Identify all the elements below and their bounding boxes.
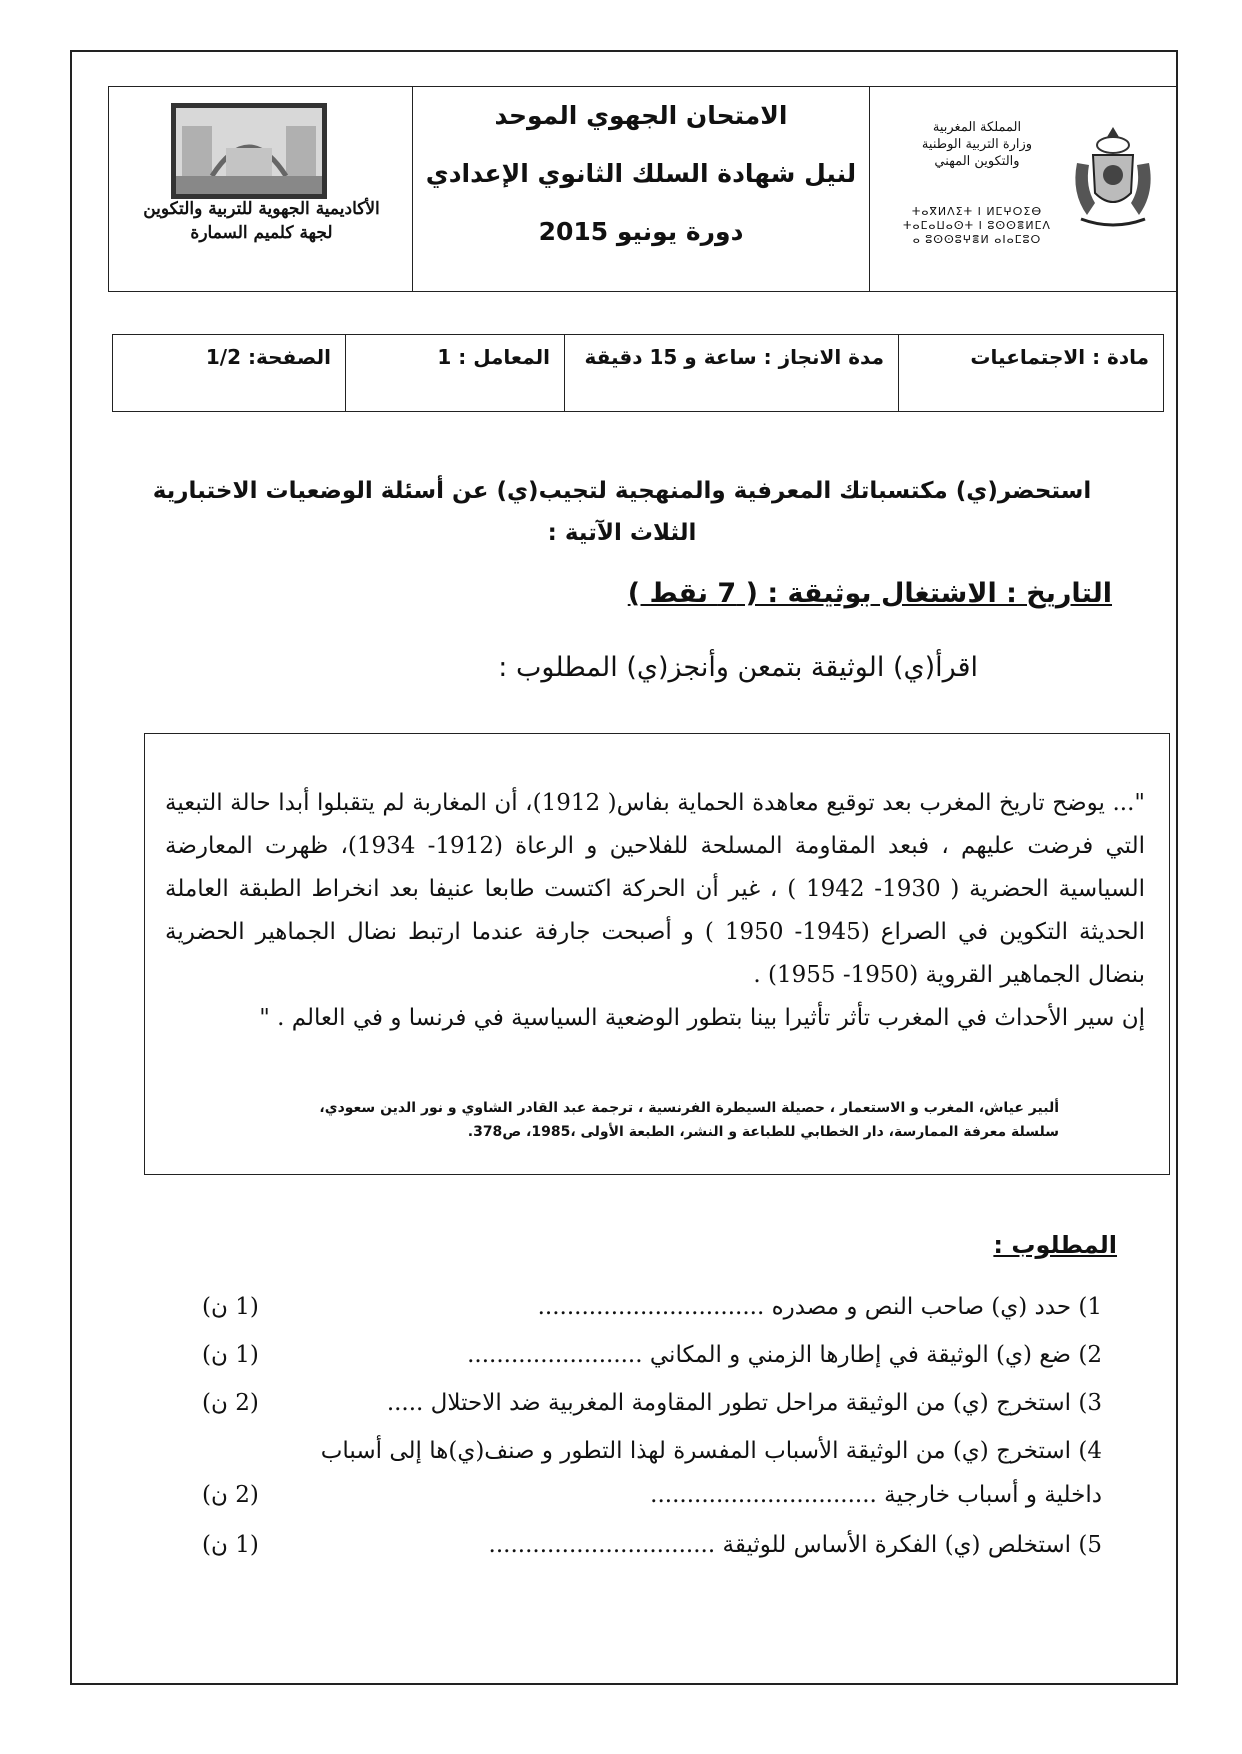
document-source xyxy=(159,1096,1059,1144)
ministry-line: والتكوين المهني xyxy=(934,154,1020,169)
exam-subtitle: لنيل شهادة السلك الثانوي الإعدادي xyxy=(425,159,857,188)
question-item xyxy=(202,1530,1102,1560)
academy-line: لجهة كلميم السمارة xyxy=(190,223,333,243)
intro-text: استحضر(ي) مكتسباتك المعرفية والمنهجية لتجيب(ي) عن أسئلة الوضعيات الاختبارية الثلاث الآتية : xyxy=(152,478,1092,546)
question-item xyxy=(202,1480,1102,1510)
section-title: التاريخ : الاشتغال بوثيقة : ( 7 نقط ) xyxy=(627,578,1112,609)
source-line: سلسلة معرفة الممارسة، دار الخطابي للطباعة و النشر، الطبعة الأولى ،1985، ص378. xyxy=(467,1124,1059,1140)
ministry-line: وزارة التربية الوطنية xyxy=(921,137,1033,152)
tifinagh-line: ⵜⴰⵎⴰⵡⴰⵙⵜ ⵏ ⵓⵙⵙⴻⵍⵎⴷ xyxy=(903,219,1051,232)
question-points: (1 ن) xyxy=(202,1342,259,1368)
document-quote xyxy=(165,782,1145,1040)
coefficient: المعامل : 1 xyxy=(345,335,564,411)
document-box xyxy=(144,733,1170,1175)
duration: مدة الانجاز : ساعة و 15 دقيقة xyxy=(564,335,899,411)
academy-name xyxy=(109,197,414,245)
quote-end: إن سير الأحداث في المغرب تأثر تأثيرا بينا بتطور الوضعية السياسية في فرنسا و في العالم . " xyxy=(259,1005,1145,1031)
subject: مادة : الاجتماعيات xyxy=(970,345,1149,369)
question-item xyxy=(202,1340,1102,1370)
ministry-tifinagh xyxy=(902,205,1052,247)
exam-session: دورة يونيو 2015 xyxy=(538,217,744,246)
exam-title-block xyxy=(412,87,870,291)
tifinagh-line: ⵜⴰⴳⵍⴷⵉⵜ ⵏ ⵍⵎⵖⵔⵉⴱ xyxy=(911,205,1043,218)
academy-block xyxy=(109,87,414,291)
academy-line: الأكاديمية الجهوية للتربية والتكوين xyxy=(143,199,380,219)
question-text: 5) استخلص (ي) الفكرة الأساس للوثيقة ............................... xyxy=(488,1532,1102,1558)
source-line: ألبير عياش، المغرب و الاستعمار ، حصيلة السيطرة الفرنسية ، ترجمة عبد القادر الشاوي و نور الدين سعودي، xyxy=(319,1100,1059,1116)
exam-info-row xyxy=(112,334,1164,412)
question-points: (2 ن) xyxy=(202,1390,259,1416)
quote-body: "... يوضح تاريخ المغرب بعد توقيع معاهدة الحماية بفاس( 1912)، أن المغاربة لم يتقبلوا أبدا حالة التبعية التي فرضت عليهم ، فبعد المقاومة المسلحة للفلاحين و الرعاة (1912- 1934)، ظهرت المعارضة السياسية الحضرية ( 1930- 1942 ) ، غير أن الحركة اكتست طابعا عنيفا بعد انخراط الطبقة العاملة الحديثة التكوين في الصراع (1945- 1950 ) و أصبحت جارفة عندما ارتبط نضال الجماهير الحضرية بنضال الجماهير القروية (1950- 1955) . xyxy=(165,790,1145,988)
page-number: الصفحة: 1/2 xyxy=(205,345,331,369)
question-text: 4) استخرج (ي) من الوثيقة الأسباب المفسرة لهذا التطور و صنف(ي)ها إلى أسباب xyxy=(320,1438,1102,1464)
tifinagh-line: ⴰ ⵓⵙⵙⵓⵖⴻⵍ ⴰⵏⴰⵎⵓⵔ xyxy=(912,233,1042,246)
questions-title: المطلوب : xyxy=(993,1231,1117,1259)
coat-of-arms-icon xyxy=(1067,123,1159,231)
question-text: 3) استخرج (ي) من الوثيقة مراحل تطور المقاومة المغربية ضد الاحتلال ..... xyxy=(386,1390,1102,1416)
question-text: 1) حدد (ي) صاحب النص و مصدره ............................... xyxy=(537,1294,1102,1320)
ministry-block xyxy=(870,87,1177,291)
question-item xyxy=(202,1292,1102,1322)
question-points: (2 ن) xyxy=(202,1482,259,1508)
academy-building-image xyxy=(171,103,327,199)
ministry-line: المملكة المغربية xyxy=(932,120,1022,135)
question-points: (1 ن) xyxy=(202,1294,259,1320)
question-item xyxy=(202,1436,1102,1466)
exam-header xyxy=(108,86,1178,292)
question-item xyxy=(202,1388,1102,1418)
question-points: (1 ن) xyxy=(202,1532,259,1558)
instruction: اقرأ(ي) الوثيقة بتمعن وأنجز(ي) المطلوب : xyxy=(498,652,978,683)
ministry-name xyxy=(902,119,1052,170)
question-text: 2) ضع (ي) الوثيقة في إطارها الزمني و المكاني ........................ xyxy=(467,1342,1102,1368)
exam-title: الامتحان الجهوي الموحد xyxy=(494,101,788,130)
question-text: داخلية و أسباب خارجية ............................... xyxy=(650,1482,1102,1508)
